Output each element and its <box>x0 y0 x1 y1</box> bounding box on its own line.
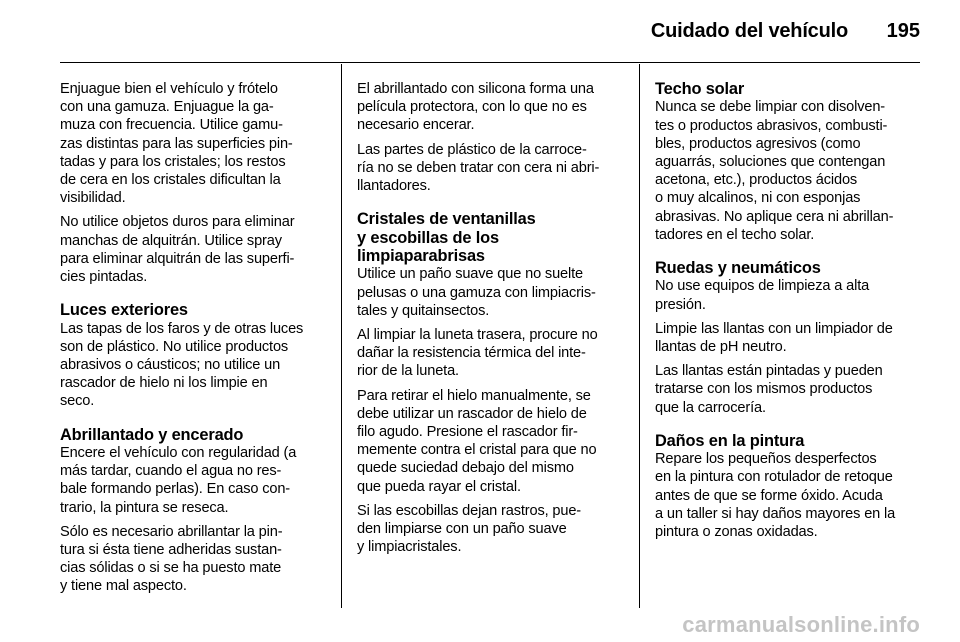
text-line: Nunca se debe limpiar con disolven- <box>655 99 885 116</box>
text-line: pelusas o una gamuza con limpiacris- <box>357 284 596 301</box>
text-line: o muy alcalinos, ni con esponjas <box>655 190 861 207</box>
text-line: abrasivos o cáusticos; no utilice un <box>60 357 281 374</box>
text-line: tales y quitainsectos. <box>357 302 490 319</box>
section-heading <box>60 301 328 319</box>
section-heading <box>655 259 923 277</box>
text-line: rior de la luneta. <box>357 363 459 380</box>
text-line: bale formando perlas). En caso con- <box>60 481 290 498</box>
paragraph <box>655 320 923 356</box>
text-line: bles, productos agresivos (como <box>655 135 861 152</box>
text-line: Daños en la pintura <box>655 431 805 450</box>
text-line: manchas de alquitrán. Utilice spray <box>60 232 282 249</box>
text-column-2 <box>357 80 625 562</box>
watermark: carmanualsonline.info <box>682 612 920 637</box>
text-line: limpiaparabrisas <box>357 247 485 266</box>
text-line: Las tapas de los faros y de otras luces <box>60 320 304 337</box>
text-line: Repare los pequeños desperfectos <box>655 451 877 468</box>
paragraph <box>357 387 625 496</box>
text-line: antes de que se forme óxido. Acuda <box>655 487 883 504</box>
text-line: El abrillantado con silicona forma una <box>357 81 594 97</box>
text-line: para eliminar alquitrán de las superfi- <box>60 250 295 267</box>
text-line: Para retirar el hielo manualmente, se <box>357 387 591 404</box>
text-line: llantadores. <box>357 178 431 195</box>
text-line: trario, la pintura se reseca. <box>60 499 229 516</box>
text-line: Techo solar <box>655 80 745 98</box>
paragraph <box>60 523 328 596</box>
text-line: Las llantas están pintadas y pueden <box>655 363 883 380</box>
text-line: necesario encerar. <box>357 117 475 134</box>
page-header <box>60 0 920 63</box>
paragraph <box>655 277 923 313</box>
paragraph <box>60 80 328 207</box>
section-heading <box>60 426 328 444</box>
text-line: más tardar, cuando el agua no res- <box>60 463 282 480</box>
text-line: Las partes de plástico de la carroce- <box>357 141 587 158</box>
paragraph <box>655 450 923 541</box>
text-line: película protectora, con lo que no es <box>357 99 587 116</box>
text-line: ría no se deben tratar con cera ni abri- <box>357 159 600 176</box>
text-column-3 <box>655 80 923 547</box>
text-line: quede suciedad debajo del mismo <box>357 460 574 477</box>
text-line: visibilidad. <box>60 190 126 207</box>
text-line: seco. <box>60 393 95 410</box>
text-line: filo agudo. Presione el rascador fir- <box>357 424 578 441</box>
text-line: presión. <box>655 296 706 313</box>
text-line: den limpiarse con un paño suave <box>357 521 567 538</box>
text-line: Si las escobillas dejan rastros, pue- <box>357 502 582 519</box>
paragraph <box>357 502 625 557</box>
text-line: tadores en el techo solar. <box>655 226 815 243</box>
text-line: en la pintura con rotulador de retoque <box>655 469 893 486</box>
text-line: y limpiacristales. <box>357 539 462 556</box>
section-heading <box>357 210 625 265</box>
text-line: debe utilizar un rascador de hielo de <box>357 405 587 422</box>
text-line: y escobillas de los <box>357 228 500 247</box>
paragraph <box>60 320 328 411</box>
text-line: con una gamuza. Enjuague la ga- <box>60 99 274 116</box>
text-line: rascador de hielo ni los limpie en <box>60 375 268 392</box>
paragraph <box>357 265 625 320</box>
text-line: muza con frecuencia. Utilice gamu- <box>60 117 283 134</box>
text-column-1 <box>60 80 328 602</box>
text-line: zas distintas para las superficies pin- <box>60 135 293 152</box>
text-line: tadas y para los cristales; los restos <box>60 153 286 170</box>
page-number: 195 <box>886 20 920 42</box>
text-line: tes o productos abrasivos, combusti- <box>655 117 888 134</box>
text-line: Luces exteriores <box>60 301 188 320</box>
text-line: Utilice un paño suave que no suelte <box>357 266 583 283</box>
text-line: pintura o zonas oxidadas. <box>655 524 818 541</box>
paragraph <box>357 80 625 135</box>
text-line: a un taller si hay daños mayores en la <box>655 505 896 522</box>
text-line: Limpie las llantas con un limpiador de <box>655 320 893 337</box>
text-line: No use equipos de limpieza a alta <box>655 278 870 295</box>
text-line: acetona, etc.), productos ácidos <box>655 172 858 189</box>
paragraph <box>357 326 625 381</box>
section-heading <box>655 80 923 98</box>
text-line: aguarrás, soluciones que contengan <box>655 154 886 171</box>
text-line: Cristales de ventanillas <box>357 210 536 229</box>
text-line: Ruedas y neumáticos <box>655 259 821 278</box>
section-heading <box>655 432 923 450</box>
paragraph <box>60 213 328 286</box>
text-line: que la carrocería. <box>655 399 766 416</box>
text-line: Al limpiar la luneta trasera, procure no <box>357 327 598 344</box>
text-line: cies pintadas. <box>60 269 148 286</box>
column-divider <box>639 64 640 608</box>
text-line: Encere el vehículo con regularidad (a <box>60 445 297 462</box>
text-line: son de plástico. No utilice productos <box>60 338 289 355</box>
text-line: que pueda rayar el cristal. <box>357 478 521 495</box>
text-line: cias sólidas o si se ha puesto mate <box>60 560 282 577</box>
text-line: memente contra el cristal para que no <box>357 442 597 459</box>
paragraph <box>655 98 923 244</box>
text-line: Sólo es necesario abrillantar la pin- <box>60 523 283 540</box>
text-line: llantas de pH neutro. <box>655 339 787 356</box>
text-line: Enjuague bien el vehículo y frótelo <box>60 81 278 97</box>
text-line: dañar la resistencia térmica del inte- <box>357 345 586 362</box>
paragraph <box>357 141 625 196</box>
text-line: No utilice objetos duros para eliminar <box>60 214 295 231</box>
paragraph <box>60 444 328 517</box>
text-line: y tiene mal aspecto. <box>60 578 187 595</box>
text-line: abrasivas. No aplique cera ni abrillan- <box>655 208 894 225</box>
text-line: Abrillantado y encerado <box>60 425 244 444</box>
text-line: tura si ésta tiene adheridas sustan- <box>60 542 282 559</box>
paragraph <box>655 362 923 417</box>
text-line: tratarse con los mismos productos <box>655 381 873 398</box>
column-divider <box>341 64 342 608</box>
text-line: de cera en los cristales dificultan la <box>60 172 281 189</box>
page-title: Cuidado del vehículo <box>650 20 848 42</box>
